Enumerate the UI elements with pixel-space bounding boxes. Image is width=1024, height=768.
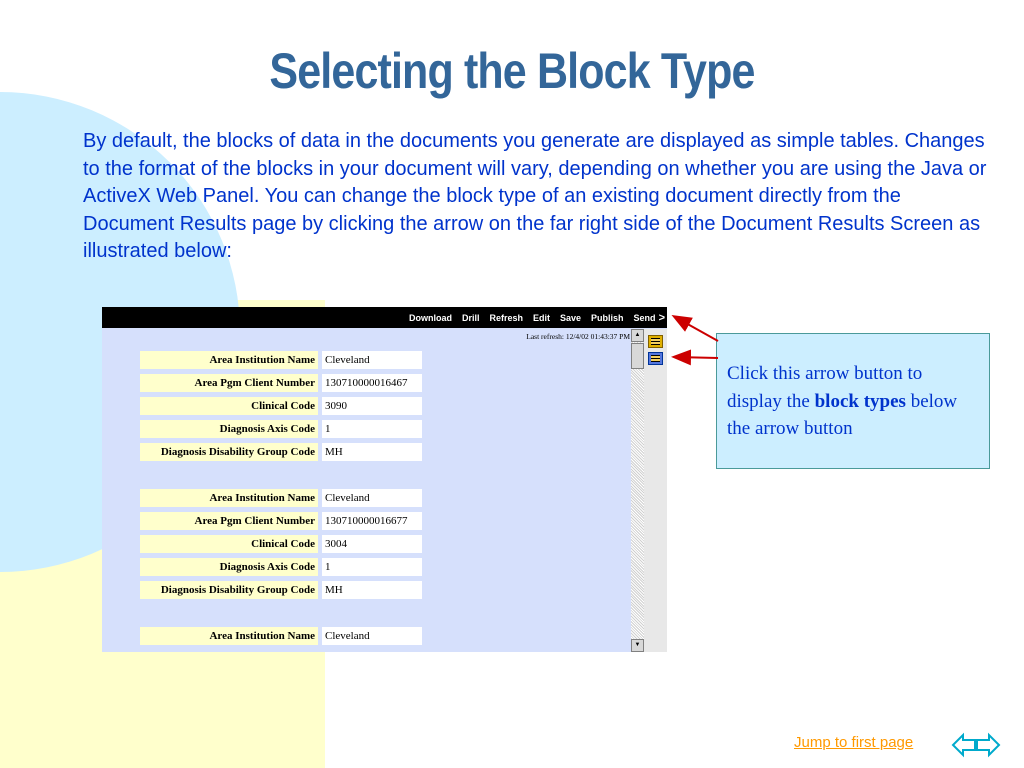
scroll-up-icon[interactable]: ▲	[631, 329, 644, 342]
field-label: Area Pgm Client Number	[140, 374, 318, 392]
field-label: Clinical Code	[140, 397, 318, 415]
callout-text-end: below the arrow button	[727, 390, 958, 439]
record-row	[140, 351, 422, 369]
intro-paragraph: By default, the blocks of data in the documents you generate are displayed as simple tables. Changes to the format of the blocks in your document will vary, depending on whether you are using the Java or ActiveX Web Panel. You can change the block type of an existing document directly from the Document Results page by clicking the arrow on the far right side of the Document Results Screen as illustrated below:	[83, 130, 987, 262]
record-row	[140, 512, 422, 530]
table-block-icon[interactable]	[648, 335, 663, 348]
field-value: 1	[322, 558, 422, 576]
document-toolbar	[102, 307, 667, 328]
last-refresh-info: Last refresh: 12/4/02 01:43:37 PM	[526, 332, 630, 341]
record-row	[140, 489, 422, 507]
callout-bold-text: block types	[814, 390, 906, 412]
toolbar-save[interactable]: Save	[560, 312, 582, 323]
toolbar-send[interactable]: Send	[633, 312, 656, 323]
record-row	[140, 535, 422, 553]
field-value: 130710000016467	[322, 374, 422, 392]
field-value: 130710000016677	[322, 512, 422, 530]
arrow-to-block-icon	[675, 357, 718, 358]
arrow-to-toolbar-icon	[675, 317, 718, 341]
record-row	[140, 558, 422, 576]
jump-to-first-page-link[interactable]: Jump to first page	[794, 734, 914, 751]
field-value: 3004	[322, 535, 422, 553]
field-value: Cleveland	[322, 489, 422, 507]
toolbar-drill[interactable]: Drill	[461, 312, 480, 323]
field-label: Clinical Code	[140, 535, 318, 553]
field-value: MH	[322, 443, 422, 461]
record-row	[140, 581, 422, 599]
field-value: 1	[322, 420, 422, 438]
field-label: Area Institution Name	[140, 627, 318, 645]
field-label: Diagnosis Disability Group Code	[140, 443, 318, 461]
form-block-icon[interactable]	[648, 352, 663, 365]
toolbar-publish[interactable]: Publish	[591, 312, 624, 323]
field-value: Cleveland	[322, 351, 422, 369]
callout-box	[716, 333, 990, 469]
toolbar-edit[interactable]: Edit	[533, 312, 550, 323]
field-label: Area Institution Name	[140, 489, 318, 507]
forward-arrow-icon[interactable]	[975, 730, 1001, 760]
record-row	[140, 627, 422, 645]
scroll-down-icon[interactable]: ▼	[631, 639, 644, 652]
toolbar-refresh[interactable]: Refresh	[489, 312, 523, 323]
vertical-scrollbar[interactable]	[631, 329, 644, 652]
back-arrow-icon[interactable]	[951, 730, 977, 760]
field-value: MH	[322, 581, 422, 599]
slide-title: Selecting the Block Type	[269, 43, 755, 99]
document-results-screenshot	[102, 307, 667, 652]
scroll-thumb[interactable]	[631, 343, 644, 369]
callout-text: Click this arrow button to display the	[727, 363, 923, 412]
block-type-strip	[644, 329, 667, 652]
field-label: Diagnosis Disability Group Code	[140, 581, 318, 599]
record-row	[140, 443, 422, 461]
field-label: Diagnosis Axis Code	[140, 420, 318, 438]
record-row	[140, 397, 422, 415]
field-label: Diagnosis Axis Code	[140, 558, 318, 576]
record-row	[140, 374, 422, 392]
field-value: Cleveland	[322, 627, 422, 645]
toolbar-expand-arrow-icon[interactable]: >	[658, 311, 665, 324]
field-label: Area Pgm Client Number	[140, 512, 318, 530]
field-value: 3090	[322, 397, 422, 415]
toolbar-download[interactable]: Download	[408, 312, 452, 323]
field-label: Area Institution Name	[140, 351, 318, 369]
record-row	[140, 420, 422, 438]
